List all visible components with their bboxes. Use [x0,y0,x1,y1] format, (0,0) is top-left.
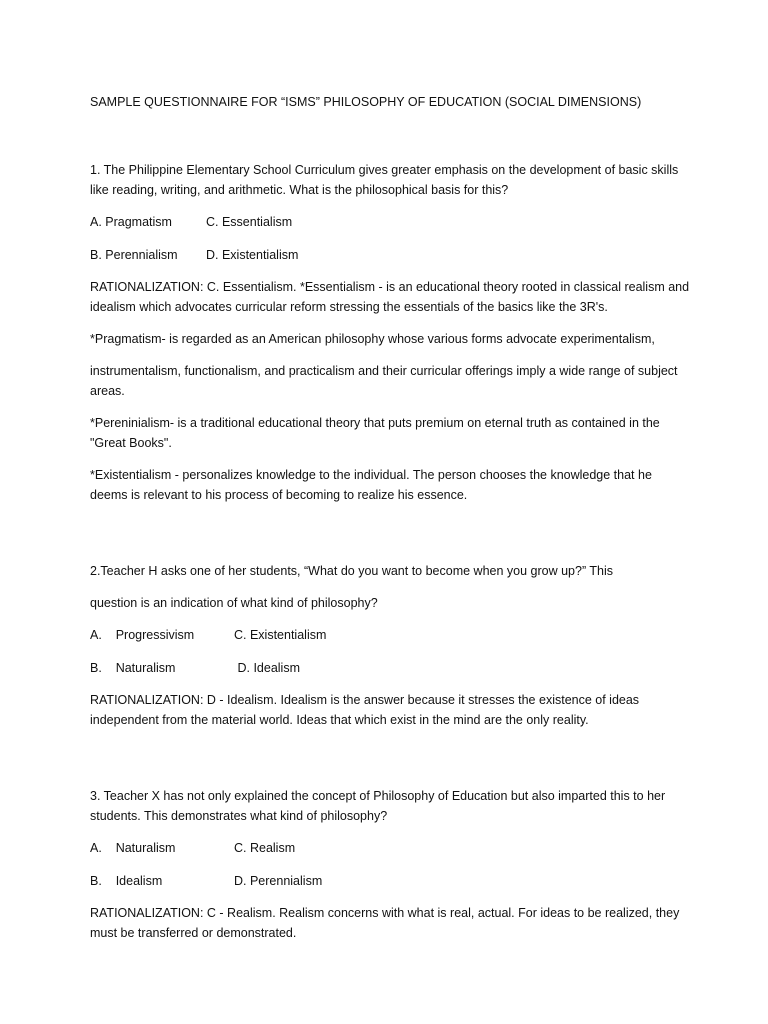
option-row [90,838,690,858]
note-perennialism: *Pereninialism- is a traditional educational theory that puts premium on eternal truth as contained in the "Great Books". [90,416,660,450]
question-2-rationalization: RATIONALIZATION: D - Idealism. Idealism is the answer because it stresses the existence of ideas independent from the material world. Ideas that which exist in the mind are the only reality. [90,693,640,727]
note-existentialism: *Existentialism - personalizes knowledge to the individual. The person chooses the knowledge that he deems is relevant to his process of becoming to realize his essence. [90,468,652,502]
question-1-stem: 1. The Philippine Elementary School Curriculum gives greater emphasis on the development of basic skills like reading, writing, and arithmetic. What is the philosophical basis for this? [90,163,679,197]
question-1 [90,160,690,505]
document-title: SAMPLE QUESTIONNAIRE FOR “ISMS” PHILOSOPHY OF EDUCATION (SOCIAL DIMENSIONS) [90,95,642,109]
question-2-options [90,625,690,678]
option-d: D. Idealism [234,661,300,675]
option-b: B. Idealism [90,874,163,888]
spacer [90,517,690,561]
option-c: C. Existentialism [234,628,327,642]
option-a: A. Pragmatism [90,215,172,229]
spacer [90,742,690,786]
option-row [90,212,690,232]
option-c: C. Realism [234,841,296,855]
question-2 [90,561,690,730]
question-2-stem-line1: 2.Teacher H asks one of her students, “What do you want to become when you grow up?” This [90,564,613,578]
option-d: D. Existentialism [206,248,299,262]
question-3 [90,786,690,943]
question-3-options [90,838,690,891]
option-b: B. Perennialism [90,248,178,262]
document-page [90,92,690,955]
note-pragmatism: *Pragmatism- is regarded as an American philosophy whose various forms advocate experimentalism, [90,332,655,346]
option-row [90,658,690,678]
question-1-options [90,212,690,265]
option-b: B. Naturalism [90,661,176,675]
question-3-rationalization: RATIONALIZATION: C - Realism. Realism concerns with what is real, actual. For ideas to be realized, they must be transferred or demonstrated. [90,906,680,940]
option-d: D. Perennialism [234,874,323,888]
option-row [90,625,690,645]
option-a: A. Progressivism [90,628,195,642]
question-1-rationalization: RATIONALIZATION: C. Essentialism. *Essentialism - is an educational theory rooted in classical realism and idealism which advocates curricular reform stressing the essentials of the basics like the 3R's. [90,280,690,314]
question-2-stem-line2: question is an indication of what kind of philosophy? [90,596,378,610]
question-3-stem: 3. Teacher X has not only explained the concept of Philosophy of Education but also imparted this to her students. This demonstrates what kind of philosophy? [90,789,666,823]
option-a: A. Naturalism [90,841,176,855]
option-row [90,245,690,265]
option-c: C. Essentialism [206,215,293,229]
option-row [90,871,690,891]
note-pragmatism-cont: instrumentalism, functionalism, and practicalism and their curricular offerings imply a wide range of subject areas. [90,364,678,398]
